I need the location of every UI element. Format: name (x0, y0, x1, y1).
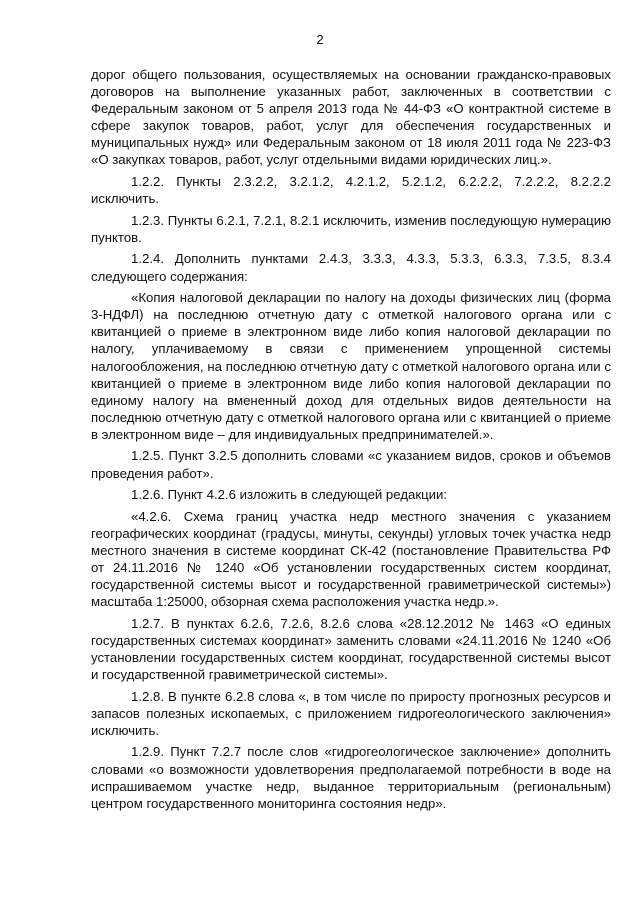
paragraph: дорог общего пользования, осуществляемых на основании гражданско-правовых договоров на выполнение указанных работ, заключенных в соответствии с Федеральным законом от 5 апреля 2013 года № 44-ФЗ «О контрактной системе в сфере закупок товаров, работ, услуг для обеспечения государственных и муниципальных нужд» или Федеральным законом от 18 июля 2011 года № 223-ФЗ «О закупках товаров, работ, услуг отдельными видами юридических лиц.». (91, 67, 611, 168)
paragraph: 1.2.7. В пунктах 6.2.6, 7.2.6, 8.2.6 слова «28.12.2012 № 1463 «О единых государственных системах координат» заменить словами «24.11.2016 № 1240 «Об установлении государственных систем координат, государственной системы высот и государственной гравиметрической системы». (91, 615, 611, 683)
page-number: 2 (316, 32, 324, 47)
paragraph: «Копия налоговой декларации по налогу на доходы физических лиц (форма 3-НДФЛ) на последнюю отчетную дату с отметкой налогового органа или с квитанцией о приеме в электронном виде либо копия налоговой декларации по налогу, уплачиваемому в связи с применением упрощенной системы налогообложения, на последнюю отчетную дату с отметкой налогового органа или с квитанцией о приеме в электронном виде либо копия налоговой декларации по единому налогу на вмененный доход для отдельных видов деятельности на последнюю отчетную дату с отметкой налогового органа или с квитанцией о приеме в электронном виде – для индивидуальных предпринимателей.». (91, 290, 611, 442)
paragraph: 1.2.3. Пункты 6.2.1, 7.2.1, 8.2.1 исключить, изменив последующую нумерацию пунктов. (91, 212, 611, 245)
document-body (91, 66, 611, 816)
paragraph: 1.2.8. В пункте 6.2.8 слова «, в том числе по приросту прогнозных ресурсов и запасов полезных ископаемых, с приложением гидрогеологического заключения» исключить. (91, 688, 611, 738)
paragraph: «4.2.6. Схема границ участка недр местного значения с указанием географических координат (градусы, минуты, секунды) угловых точек участка недр местного значения в системе координат СК-42 (постановление Правительства РФ от 24.11.2016 № 1240 «Об установлении государственных систем координат, государственной системы высот и государственной гравиметрической системы») масштаба 1:25000, обзорная схема расположения участка недр.». (91, 508, 611, 610)
paragraph: 1.2.6. Пункт 4.2.6 изложить в следующей редакции: (131, 487, 448, 503)
paragraph: 1.2.5. Пункт 3.2.5 дополнить словами «с указанием видов, сроков и объемов проведения работ». (91, 448, 611, 481)
paragraph: 1.2.4. Дополнить пунктами 2.4.3, 3.3.3, 4.3.3, 5.3.3, 6.3.3, 7.3.5, 8.3.4 следующего содержания: (91, 251, 611, 284)
paragraph: 1.2.2. Пункты 2.3.2.2, 3.2.1.2, 4.2.1.2, 5.2.1.2, 6.2.2.2, 7.2.2.2, 8.2.2.2 исключить. (91, 174, 611, 207)
paragraph: 1.2.9. Пункт 7.2.7 после слов «гидрогеологическое заключение» дополнить словами «о возможности удовлетворения предполагаемой потребности в воде на испрашиваемом участке недр, выданное территориальным (региональным) центром государственного мониторинга состояния недр». (91, 744, 611, 811)
